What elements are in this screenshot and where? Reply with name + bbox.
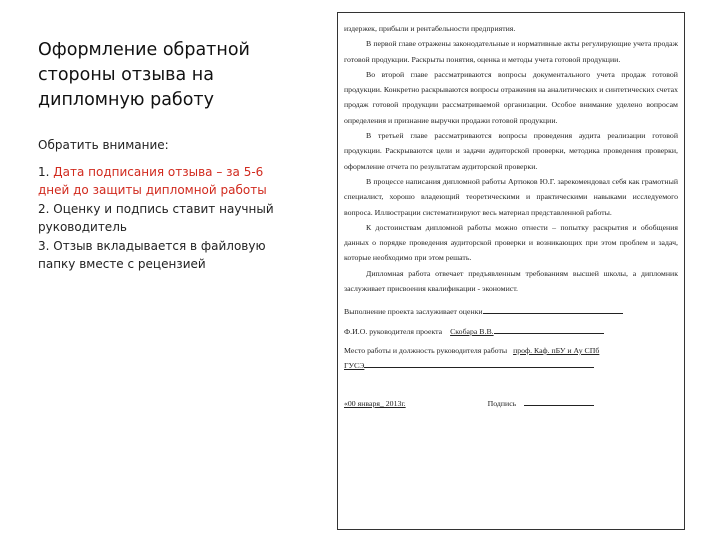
note-item-2: [38, 200, 278, 237]
workplace-line-2: [344, 358, 678, 373]
notes-block: [38, 136, 278, 274]
note-text: Оценку и подпись ставит научный руководитель: [38, 201, 274, 234]
note-item-3: [38, 237, 278, 274]
review-document-page: [337, 12, 685, 530]
note-text: Отзыв вкладывается в файловую папку вместе с рецензией: [38, 238, 266, 271]
slide-title: Оформление обратной стороны отзыва на дипломную работу: [38, 40, 250, 110]
doc-paragraph: В процессе написания дипломной работы Артюков Ю.Г. зарекомендовал себя как грамотный специалист, хорошо владеющий теоретическими и практическими навыками исследуемого вопроса. Иллюстрации систематизируют весь материал представленной работы.: [344, 176, 678, 217]
date-signature-line: [344, 396, 678, 411]
grade-blank: [483, 305, 623, 314]
signature-label: Подпись: [487, 398, 517, 408]
workplace-label: Место работы и должность руководителя работы: [344, 345, 508, 355]
supervisor-blank: [494, 325, 604, 334]
supervisor-line: [344, 324, 678, 339]
doc-paragraph: издержек, прибыли и рентабельности предприятия.: [344, 24, 516, 33]
note-prefix: 2.: [38, 201, 54, 216]
date-value: «00 января_ 2013г.: [344, 398, 406, 408]
grade-line: [344, 304, 678, 319]
workplace-value-2: ГУСЭ: [344, 361, 365, 371]
workplace-value: проф. Каф. пБУ и Ау СПб: [513, 345, 600, 355]
grade-label: Выполнение проекта заслуживает оценки: [344, 307, 483, 317]
workplace-line: [344, 343, 678, 358]
doc-paragraph: К достоинствам дипломной работы можно отнести – попытку раскрытия и обобщения данных о порядке проведения аудиторской проверки и возникающих при этом проблем и задач, которые необходимо при этом решать.: [344, 222, 678, 263]
doc-paragraph: Дипломная работа отвечает предъявленным требованиям высшей школы, а дипломник заслуживает присвоения квалификации - экономист.: [344, 268, 678, 294]
supervisor-label: Ф.И.О. руководителя проекта: [344, 326, 443, 336]
notes-heading: Обратить внимание:: [38, 138, 169, 152]
note-item-1: [38, 163, 278, 200]
signature-blank: [524, 397, 594, 406]
supervisor-value: Скобара В.В.: [450, 326, 494, 336]
doc-paragraph: Во второй главе рассматриваются вопросы документального учета продаж готовой продукции. Конкретно раскрываются вопросы отражения на аналитических и синтетических счетах продаж готовой продукции рассматриваемой организации. Особое внимание уделено вопросам определения и признание выручки продажи готовой продукции.: [344, 69, 678, 125]
doc-paragraph: В третьей главе рассматриваются вопросы проведения аудита реализации готовой продукции. Раскрываются цели и задачи аудиторской проверки, методика проведения проверки, оформление отчета по результатам аудиторской проверки.: [344, 131, 678, 171]
review-document-text: [344, 21, 678, 411]
note-prefix: 3.: [38, 238, 54, 253]
doc-paragraph: В первой главе отражены законодательные и нормативные акты регулирующие учета продаж готовой продукции. Раскрыты понятия, оценка и методы учета готовой продукции.: [344, 39, 678, 64]
note-text-highlight: Дата подписания отзыва – за 5-6 дней до защиты дипломной работы: [38, 164, 267, 197]
note-prefix: 1.: [38, 164, 54, 179]
workplace-blank: [364, 359, 594, 368]
